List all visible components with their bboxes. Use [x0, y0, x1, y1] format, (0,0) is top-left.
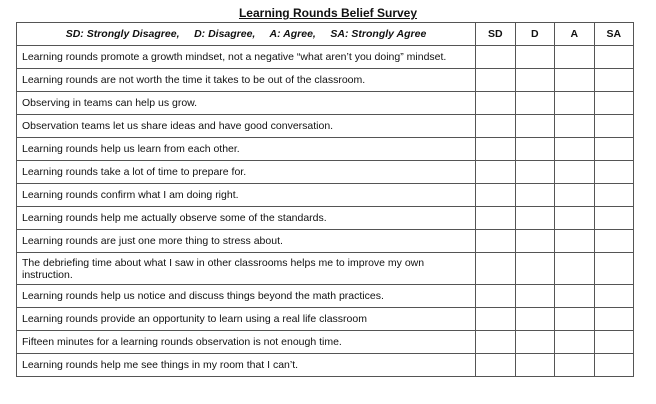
- response-cell-d[interactable]: [515, 115, 555, 138]
- column-header-sd: SD: [476, 23, 516, 46]
- response-cell-sa[interactable]: [594, 46, 634, 69]
- survey-row: [17, 285, 634, 308]
- response-cell-sd[interactable]: [476, 115, 516, 138]
- response-cell-sa[interactable]: [594, 308, 634, 331]
- response-cell-sd[interactable]: [476, 46, 516, 69]
- response-cell-d[interactable]: [515, 184, 555, 207]
- response-cell-a[interactable]: [555, 230, 595, 253]
- response-cell-d[interactable]: [515, 253, 555, 285]
- statement-text: Learning rounds help us learn from each other.: [17, 138, 476, 161]
- response-cell-a[interactable]: [555, 115, 595, 138]
- survey-row: [17, 230, 634, 253]
- survey-title: Learning Rounds Belief Survey: [238, 6, 418, 20]
- response-cell-d[interactable]: [515, 308, 555, 331]
- response-cell-sa[interactable]: [594, 354, 634, 377]
- response-cell-a[interactable]: [555, 138, 595, 161]
- rating-legend: SD: Strongly Disagree, D: Disagree, A: Agree, SA: Strongly Agree: [17, 23, 476, 46]
- response-cell-d[interactable]: [515, 285, 555, 308]
- response-cell-sd[interactable]: [476, 92, 516, 115]
- statement-text: Learning rounds promote a growth mindset, not a negative “what aren’t you doing” mindset.: [17, 46, 476, 69]
- survey-row: [17, 331, 634, 354]
- response-cell-a[interactable]: [555, 354, 595, 377]
- response-cell-a[interactable]: [555, 184, 595, 207]
- response-cell-a[interactable]: [555, 46, 595, 69]
- statement-text: Learning rounds take a lot of time to prepare for.: [17, 161, 476, 184]
- response-cell-sa[interactable]: [594, 92, 634, 115]
- response-cell-sa[interactable]: [594, 69, 634, 92]
- response-cell-sa[interactable]: [594, 115, 634, 138]
- statement-text: Learning rounds are just one more thing to stress about.: [17, 230, 476, 253]
- response-cell-sa[interactable]: [594, 285, 634, 308]
- response-cell-sa[interactable]: [594, 161, 634, 184]
- response-cell-d[interactable]: [515, 92, 555, 115]
- survey-row: [17, 92, 634, 115]
- response-cell-sd[interactable]: [476, 207, 516, 230]
- response-cell-sd[interactable]: [476, 230, 516, 253]
- response-cell-d[interactable]: [515, 230, 555, 253]
- response-cell-d[interactable]: [515, 207, 555, 230]
- response-cell-a[interactable]: [555, 92, 595, 115]
- response-cell-sd[interactable]: [476, 138, 516, 161]
- response-cell-d[interactable]: [515, 138, 555, 161]
- column-header-d: D: [515, 23, 555, 46]
- response-cell-d[interactable]: [515, 354, 555, 377]
- response-cell-sd[interactable]: [476, 308, 516, 331]
- statement-text: Learning rounds confirm what I am doing right.: [17, 184, 476, 207]
- survey-row: [17, 207, 634, 230]
- statement-text: Learning rounds help us notice and discuss things beyond the math practices.: [17, 285, 476, 308]
- response-cell-a[interactable]: [555, 207, 595, 230]
- response-cell-d[interactable]: [515, 161, 555, 184]
- response-cell-sa[interactable]: [594, 253, 634, 285]
- response-cell-sd[interactable]: [476, 285, 516, 308]
- response-cell-a[interactable]: [555, 69, 595, 92]
- response-cell-a[interactable]: [555, 161, 595, 184]
- response-cell-sd[interactable]: [476, 161, 516, 184]
- survey-row: [17, 115, 634, 138]
- response-cell-a[interactable]: [555, 331, 595, 354]
- response-cell-sa[interactable]: [594, 230, 634, 253]
- survey-row: [17, 308, 634, 331]
- survey-row: [17, 161, 634, 184]
- statement-text: Learning rounds provide an opportunity to learn using a real life classroom: [17, 308, 476, 331]
- response-cell-a[interactable]: [555, 308, 595, 331]
- response-cell-a[interactable]: [555, 253, 595, 285]
- survey-row: [17, 253, 634, 285]
- header-row: [17, 23, 634, 46]
- response-cell-sa[interactable]: [594, 207, 634, 230]
- response-cell-sd[interactable]: [476, 253, 516, 285]
- survey-row: [17, 69, 634, 92]
- statement-text: Observing in teams can help us grow.: [17, 92, 476, 115]
- response-cell-sd[interactable]: [476, 354, 516, 377]
- survey-row: [17, 354, 634, 377]
- statement-text: The debriefing time about what I saw in other classrooms helps me to improve my own instruction.: [17, 253, 476, 285]
- response-cell-sa[interactable]: [594, 331, 634, 354]
- response-cell-d[interactable]: [515, 69, 555, 92]
- response-cell-sd[interactable]: [476, 69, 516, 92]
- statement-text: Observation teams let us share ideas and have good conversation.: [17, 115, 476, 138]
- statement-text: Fifteen minutes for a learning rounds observation is not enough time.: [17, 331, 476, 354]
- response-cell-a[interactable]: [555, 285, 595, 308]
- statement-text: Learning rounds help me actually observe some of the standards.: [17, 207, 476, 230]
- survey-table: [16, 22, 634, 377]
- column-header-a: A: [555, 23, 595, 46]
- survey-row: [17, 138, 634, 161]
- response-cell-d[interactable]: [515, 331, 555, 354]
- response-cell-d[interactable]: [515, 46, 555, 69]
- column-header-sa: SA: [594, 23, 634, 46]
- response-cell-sd[interactable]: [476, 331, 516, 354]
- statement-text: Learning rounds help me see things in my room that I can’t.: [17, 354, 476, 377]
- statement-text: Learning rounds are not worth the time it takes to be out of the classroom.: [17, 69, 476, 92]
- response-cell-sd[interactable]: [476, 184, 516, 207]
- survey-row: [17, 184, 634, 207]
- response-cell-sa[interactable]: [594, 138, 634, 161]
- survey-row: [17, 46, 634, 69]
- response-cell-sa[interactable]: [594, 184, 634, 207]
